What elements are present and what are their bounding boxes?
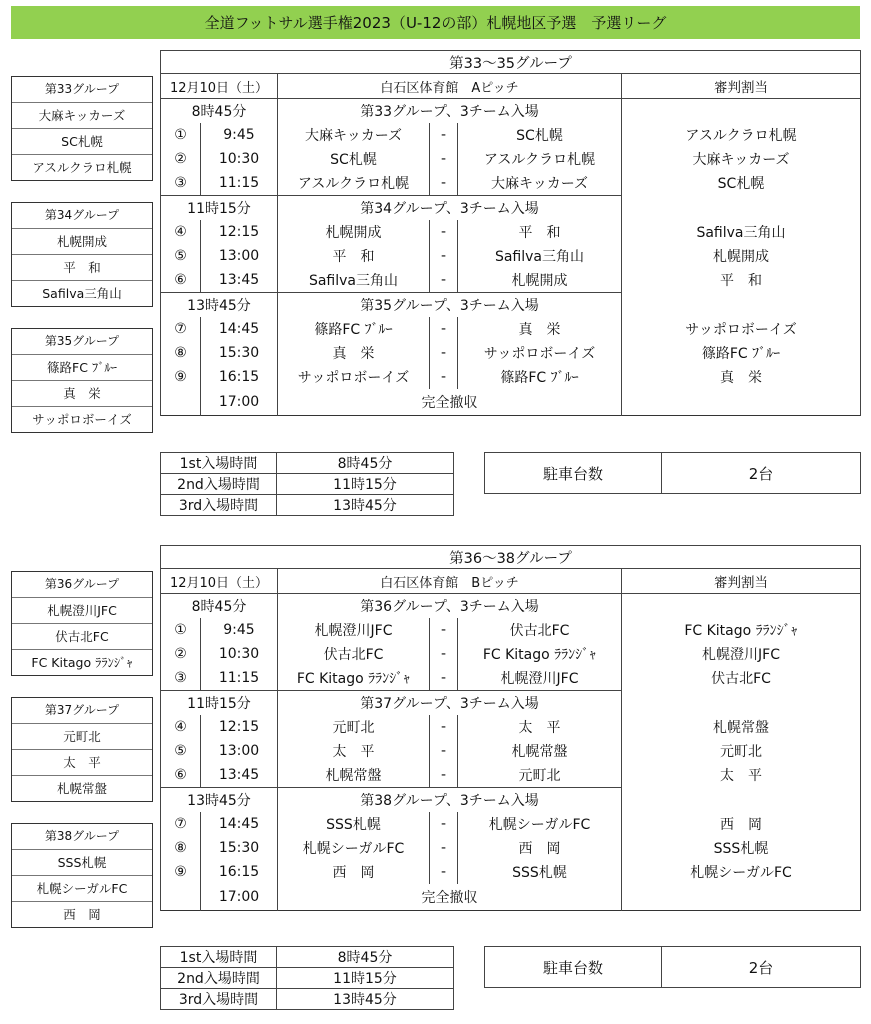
versus-dash: -	[430, 220, 458, 244]
match-number: ④	[161, 220, 201, 244]
versus-dash: -	[430, 123, 458, 147]
entry-label: 3rd入場時間	[161, 495, 277, 516]
away-team: 西 岡	[458, 836, 622, 860]
group-team: 伏古北FC	[12, 623, 152, 649]
match-time: 13:45	[201, 268, 278, 293]
parking-value: 2台	[662, 947, 861, 988]
match-number: ⑨	[161, 365, 201, 389]
match-row	[161, 171, 861, 196]
match-row	[161, 365, 861, 389]
match-number: ④	[161, 715, 201, 739]
match-row	[161, 860, 861, 884]
match-number: ③	[161, 171, 201, 196]
match-row	[161, 812, 861, 836]
entry-text: 第38グループ、3チーム入場	[278, 788, 622, 813]
away-team: 平 和	[458, 220, 622, 244]
match-row	[161, 666, 861, 691]
referee-team: Safilva三角山	[622, 220, 861, 244]
match-time: 12:15	[201, 715, 278, 739]
match-number: ⑨	[161, 860, 201, 884]
group-name: 第38グループ	[44, 829, 120, 843]
referee-team: 真 栄	[622, 365, 861, 389]
entry-times-table-b	[160, 946, 454, 1010]
home-team: 大麻キッカーズ	[278, 123, 430, 147]
schedule-table-b	[160, 545, 861, 911]
group-team: 札幌澄川JFC	[12, 597, 152, 623]
match-row	[161, 123, 861, 147]
match-row	[161, 836, 861, 860]
referee-header: 審判割当	[622, 74, 861, 99]
home-team: 札幌開成	[278, 220, 430, 244]
home-team: 真 栄	[278, 341, 430, 365]
referee-header: 審判割当	[622, 569, 861, 594]
entry-value: 13時45分	[277, 495, 454, 516]
parking-table-a	[484, 452, 861, 494]
group-team: SSS札幌	[12, 849, 152, 875]
home-team: 西 岡	[278, 860, 430, 884]
home-team: 太 平	[278, 739, 430, 763]
group-name: 第34グループ	[44, 208, 120, 222]
group-team: 西 岡	[12, 901, 152, 927]
match-time: 15:30	[201, 836, 278, 860]
match-time: 16:15	[201, 860, 278, 884]
entry-time: 13時45分	[161, 293, 278, 318]
referee-team: SSS札幌	[622, 836, 861, 860]
group-team: アスルクラロ札幌	[12, 154, 152, 180]
referee-team: 伏古北FC	[622, 666, 861, 691]
referee-team: 太 平	[622, 763, 861, 788]
away-team: 太 平	[458, 715, 622, 739]
group-team: 太 平	[12, 749, 152, 775]
entry-time: 8時45分	[161, 99, 278, 124]
closing-time: 17:00	[201, 884, 278, 911]
versus-dash: -	[430, 244, 458, 268]
match-row	[161, 220, 861, 244]
entry-time: 11時15分	[161, 691, 278, 716]
referee-team: 西 岡	[622, 812, 861, 836]
versus-dash: -	[430, 642, 458, 666]
group-box-37	[11, 697, 153, 802]
entry-value: 8時45分	[277, 453, 454, 474]
group-box-35	[11, 328, 153, 433]
entry-times-table-a	[160, 452, 454, 516]
versus-dash: -	[430, 715, 458, 739]
away-team: SC札幌	[458, 123, 622, 147]
match-time: 13:00	[201, 244, 278, 268]
closing-time: 17:00	[201, 389, 278, 416]
home-team: 札幌常盤	[278, 763, 430, 788]
match-row	[161, 618, 861, 642]
match-number: ⑧	[161, 341, 201, 365]
referee-team: 札幌シーガルFC	[622, 860, 861, 884]
schedule-table-a	[160, 50, 861, 416]
group-team: 元町北	[12, 723, 152, 749]
away-team: 元町北	[458, 763, 622, 788]
entry-text: 第36グループ、3チーム入場	[278, 594, 622, 619]
entry-time: 13時45分	[161, 788, 278, 813]
away-team: SSS札幌	[458, 860, 622, 884]
versus-dash: -	[430, 317, 458, 341]
referee-team: FC Kitago ﾗﾗﾝｼﾞｬ	[622, 618, 861, 642]
entry-value: 11時15分	[277, 968, 454, 989]
group-name: 第37グループ	[44, 703, 120, 717]
match-number: ⑦	[161, 812, 201, 836]
versus-dash: -	[430, 812, 458, 836]
versus-dash: -	[430, 666, 458, 691]
match-number: ⑤	[161, 739, 201, 763]
referee-team: 札幌開成	[622, 244, 861, 268]
versus-dash: -	[430, 836, 458, 860]
match-number: ⑦	[161, 317, 201, 341]
referee-team: SC札幌	[622, 171, 861, 196]
versus-dash: -	[430, 171, 458, 196]
parking-label: 駐車台数	[485, 453, 662, 494]
home-team: サッポロボーイズ	[278, 365, 430, 389]
home-team: SSS札幌	[278, 812, 430, 836]
group-team: SC札幌	[12, 128, 152, 154]
referee-team: 札幌澄川JFC	[622, 642, 861, 666]
home-team: SC札幌	[278, 147, 430, 171]
match-time: 13:45	[201, 763, 278, 788]
away-team: 真 栄	[458, 317, 622, 341]
away-team: アスルクラロ札幌	[458, 147, 622, 171]
match-row	[161, 147, 861, 171]
entry-text: 第33グループ、3チーム入場	[278, 99, 622, 124]
home-team: アスルクラロ札幌	[278, 171, 430, 196]
entry-label: 1st入場時間	[161, 947, 277, 968]
match-time: 12:15	[201, 220, 278, 244]
match-time: 11:15	[201, 666, 278, 691]
group-team: Safilva三角山	[12, 280, 152, 306]
group-team: 札幌開成	[12, 228, 152, 254]
match-time: 9:45	[201, 123, 278, 147]
match-row	[161, 715, 861, 739]
match-number: ②	[161, 642, 201, 666]
referee-team: 大麻キッカーズ	[622, 147, 861, 171]
match-time: 10:30	[201, 147, 278, 171]
group-team: 札幌シーガルFC	[12, 875, 152, 901]
parking-label: 駐車台数	[485, 947, 662, 988]
match-time: 14:45	[201, 317, 278, 341]
match-time: 15:30	[201, 341, 278, 365]
match-number: ③	[161, 666, 201, 691]
match-time: 11:15	[201, 171, 278, 196]
match-number: ⑧	[161, 836, 201, 860]
entry-text: 第35グループ、3チーム入場	[278, 293, 622, 318]
versus-dash: -	[430, 341, 458, 365]
away-team: FC Kitago ﾗﾗﾝｼﾞｬ	[458, 642, 622, 666]
match-row	[161, 642, 861, 666]
entry-time: 11時15分	[161, 196, 278, 221]
away-team: 札幌澄川JFC	[458, 666, 622, 691]
home-team: FC Kitago ﾗﾗﾝｼﾞｬ	[278, 666, 430, 691]
group-team: 平 和	[12, 254, 152, 280]
match-row	[161, 317, 861, 341]
away-team: 札幌開成	[458, 268, 622, 293]
match-time: 9:45	[201, 618, 278, 642]
match-number: ⑥	[161, 268, 201, 293]
group-box-38	[11, 823, 153, 928]
group-team: FC Kitago ﾗﾗﾝｼﾞｬ	[12, 649, 152, 675]
group-box-34	[11, 202, 153, 307]
parking-table-b	[484, 946, 861, 988]
entry-text: 第37グループ、3チーム入場	[278, 691, 622, 716]
home-team: 元町北	[278, 715, 430, 739]
home-team: 札幌澄川JFC	[278, 618, 430, 642]
group-name: 第36グループ	[44, 577, 120, 591]
match-row	[161, 268, 861, 293]
versus-dash: -	[430, 618, 458, 642]
closing-text: 完全撤収	[278, 884, 622, 911]
home-team: 篠路FC ﾌﾞﾙｰ	[278, 317, 430, 341]
entry-value: 11時15分	[277, 474, 454, 495]
away-team: 大麻キッカーズ	[458, 171, 622, 196]
section-header: 第36〜38グループ	[161, 546, 861, 569]
away-team: 札幌シーガルFC	[458, 812, 622, 836]
group-team: 篠路FC ﾌﾞﾙｰ	[12, 354, 152, 380]
away-team: 札幌常盤	[458, 739, 622, 763]
group-team: サッポロボーイズ	[12, 406, 152, 432]
venue-cell: 白石区体育館 Bピッチ	[278, 569, 622, 594]
away-team: サッポロボーイズ	[458, 341, 622, 365]
match-time: 10:30	[201, 642, 278, 666]
away-team: 伏古北FC	[458, 618, 622, 642]
match-row	[161, 763, 861, 788]
home-team: 伏古北FC	[278, 642, 430, 666]
entry-value: 13時45分	[277, 989, 454, 1010]
match-number: ②	[161, 147, 201, 171]
section-header: 第33〜35グループ	[161, 51, 861, 74]
away-team: 篠路FC ﾌﾞﾙｰ	[458, 365, 622, 389]
match-time: 16:15	[201, 365, 278, 389]
group-box-33	[11, 76, 153, 181]
versus-dash: -	[430, 268, 458, 293]
match-time: 13:00	[201, 739, 278, 763]
home-team: 札幌シーガルFC	[278, 836, 430, 860]
home-team: Safilva三角山	[278, 268, 430, 293]
date-cell: 12月10日（土）	[161, 569, 278, 594]
match-number: ①	[161, 618, 201, 642]
referee-team: アスルクラロ札幌	[622, 123, 861, 147]
referee-team: 篠路FC ﾌﾞﾙｰ	[622, 341, 861, 365]
group-team: 札幌常盤	[12, 775, 152, 801]
referee-team: 元町北	[622, 739, 861, 763]
group-box-36	[11, 571, 153, 676]
versus-dash: -	[430, 763, 458, 788]
entry-text: 第34グループ、3チーム入場	[278, 196, 622, 221]
match-number: ⑤	[161, 244, 201, 268]
entry-label: 2nd入場時間	[161, 968, 277, 989]
match-row	[161, 739, 861, 763]
entry-label: 1st入場時間	[161, 453, 277, 474]
page-title: 全道フットサル選手権2023（U-12の部）札幌地区予選 予選リーグ	[11, 6, 860, 39]
entry-value: 8時45分	[277, 947, 454, 968]
referee-team: 平 和	[622, 268, 861, 293]
versus-dash: -	[430, 147, 458, 171]
versus-dash: -	[430, 365, 458, 389]
referee-team: サッポロボーイズ	[622, 317, 861, 341]
match-number: ①	[161, 123, 201, 147]
entry-label: 3rd入場時間	[161, 989, 277, 1010]
match-time: 14:45	[201, 812, 278, 836]
away-team: Safilva三角山	[458, 244, 622, 268]
closing-text: 完全撤収	[278, 389, 622, 416]
group-name: 第33グループ	[44, 82, 120, 96]
versus-dash: -	[430, 860, 458, 884]
group-team: 大麻キッカーズ	[12, 102, 152, 128]
home-team: 平 和	[278, 244, 430, 268]
venue-cell: 白石区体育館 Aピッチ	[278, 74, 622, 99]
match-row	[161, 244, 861, 268]
entry-label: 2nd入場時間	[161, 474, 277, 495]
match-row	[161, 341, 861, 365]
group-name: 第35グループ	[44, 334, 120, 348]
versus-dash: -	[430, 739, 458, 763]
referee-team: 札幌常盤	[622, 715, 861, 739]
match-number: ⑥	[161, 763, 201, 788]
group-team: 真 栄	[12, 380, 152, 406]
entry-time: 8時45分	[161, 594, 278, 619]
parking-value: 2台	[662, 453, 861, 494]
date-cell: 12月10日（土）	[161, 74, 278, 99]
